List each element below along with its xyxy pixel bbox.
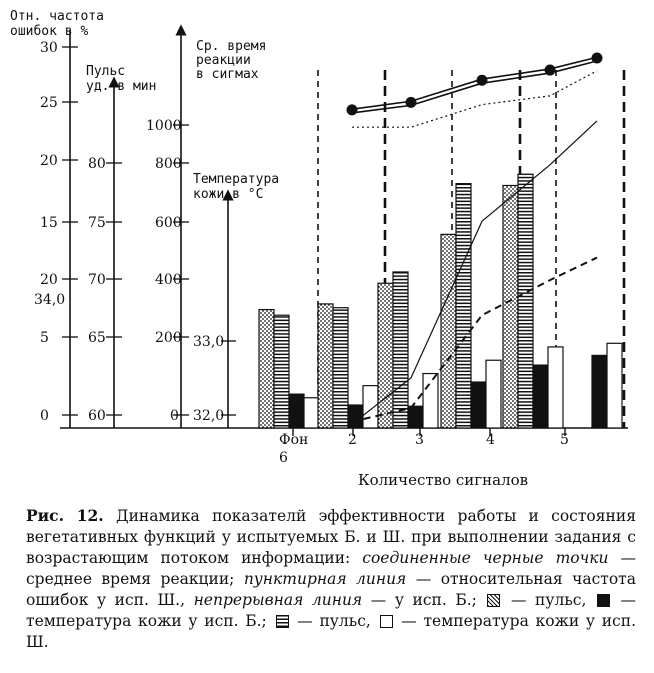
pulse-tick-label: 65	[88, 330, 106, 346]
category-label: 4	[486, 432, 495, 448]
bars-group	[259, 174, 622, 428]
reaction-tick-label: 0	[170, 408, 179, 424]
reaction-tick-label: 1000	[146, 118, 182, 134]
temperature-axis-label-line2: кожи в °С	[193, 187, 264, 202]
bar-dotted	[441, 234, 456, 428]
caption-text-7: — пульс,	[290, 612, 378, 630]
legend-swatch-white-icon	[380, 615, 393, 628]
errors-tick-label: 0	[40, 408, 49, 424]
errors-tick-label: 20	[40, 153, 58, 169]
bar-white	[548, 347, 563, 428]
reaction-tick-label: 400	[155, 272, 182, 288]
category-label: 5	[560, 432, 569, 448]
errors-tick-label: 25	[40, 95, 58, 111]
bar-dotted	[318, 304, 333, 428]
caption-italic-2: пунктирная линия	[243, 570, 407, 588]
caption-italic-3: непрерывная линия	[193, 591, 363, 609]
pulse-axis-label-line1: Пульс	[86, 64, 126, 79]
bar-white	[486, 360, 501, 428]
errors-axis-ticks	[40, 40, 78, 424]
bar-dotted	[259, 310, 274, 428]
bar-lined	[333, 308, 348, 428]
bar-dotted	[378, 283, 393, 428]
errors-tick-label: 30	[40, 40, 58, 56]
errors-tick-label: 20	[40, 272, 58, 288]
bar-dotted	[503, 185, 518, 428]
pulse-tick-label: 75	[88, 215, 106, 231]
legend-swatch-dotted-icon	[487, 594, 500, 607]
caption-text-3: — относительная частота ошибок у исп. Ш.,	[26, 570, 636, 609]
bar-white	[363, 386, 378, 428]
bar-black	[408, 406, 423, 428]
pulse-tick-label: 70	[88, 272, 106, 288]
category-label: Фон	[279, 432, 309, 448]
bar-white	[607, 343, 622, 428]
x-axis-ticks	[293, 428, 565, 436]
bar-black	[471, 382, 486, 428]
errors-axis-label-line2: ошибок в %	[10, 24, 89, 39]
caption-text-1: Динамика показателй эффективности работы и состояния вегетативных функций у испытуемых Б. и Ш. при выполнении задания с возрастающим потоком информации:	[26, 507, 636, 567]
temperature-axis-ticks	[34, 292, 236, 424]
errors-tick-label: 15	[40, 215, 58, 231]
bar-lined	[518, 174, 533, 428]
temperature-tick-label: 34,0	[34, 292, 66, 308]
line-connected-black-dots	[352, 61, 597, 113]
category-label: 3	[415, 432, 424, 448]
bar-black	[289, 394, 304, 428]
bar-white	[423, 374, 438, 428]
caption-fig-number: Рис. 12.	[26, 506, 104, 525]
pulse-axis-ticks	[88, 156, 122, 424]
bar-lined	[274, 315, 289, 428]
caption-text-6: — температура кожи у исп. Б.;	[26, 591, 636, 630]
bar-white	[304, 398, 319, 428]
temperature-axis-label-line1: Температура	[193, 172, 280, 187]
line-connected-black-dots	[352, 57, 597, 109]
bar-black	[533, 365, 548, 428]
reaction-axis-label-line3: в сигмах	[196, 67, 259, 82]
errors-axis-label-line1: Отн. частота	[10, 9, 104, 24]
bar-lined	[393, 272, 408, 428]
caption-text-5: — пульс,	[502, 591, 595, 609]
bar-black	[592, 355, 607, 428]
caption-text-8: — температура кожи у исп. Ш.	[26, 612, 636, 651]
reaction-tick-label: 800	[155, 156, 182, 172]
reaction-axis-label-line2: реакции	[196, 53, 251, 68]
category-labels	[279, 432, 569, 448]
reaction-point	[347, 104, 358, 115]
pulse-tick-label: 60	[88, 408, 106, 424]
caption-text-2: — среднее время реакции;	[26, 549, 636, 588]
figure-caption	[26, 505, 636, 653]
reaction-axis-ticks	[146, 118, 189, 424]
reaction-tick-label: 600	[155, 215, 182, 231]
reaction-axis-label-line1: Ср. время	[196, 39, 267, 54]
below-fon-label: 6	[279, 450, 288, 466]
legend-swatch-black-icon	[597, 594, 610, 607]
x-axis-title: Количество сигналов	[358, 471, 529, 489]
caption-text-4: — у исп. Б.;	[362, 591, 486, 609]
pulse-axis-label-line2: уд. в мин	[86, 79, 157, 94]
legend-swatch-lined-icon	[276, 615, 289, 628]
errors-tick-label: 5	[40, 330, 49, 346]
bar-lined	[456, 184, 471, 428]
caption-italic-1: соединенные черные точки	[362, 549, 609, 567]
line-dotted	[352, 71, 597, 127]
category-label: 2	[348, 432, 357, 448]
bar-black	[348, 405, 363, 428]
reaction-tick-label: 200	[155, 330, 182, 346]
temperature-tick-label: 33,0	[193, 334, 225, 350]
pulse-tick-label: 80	[88, 156, 106, 172]
temperature-tick-label: 32,0	[193, 408, 225, 424]
